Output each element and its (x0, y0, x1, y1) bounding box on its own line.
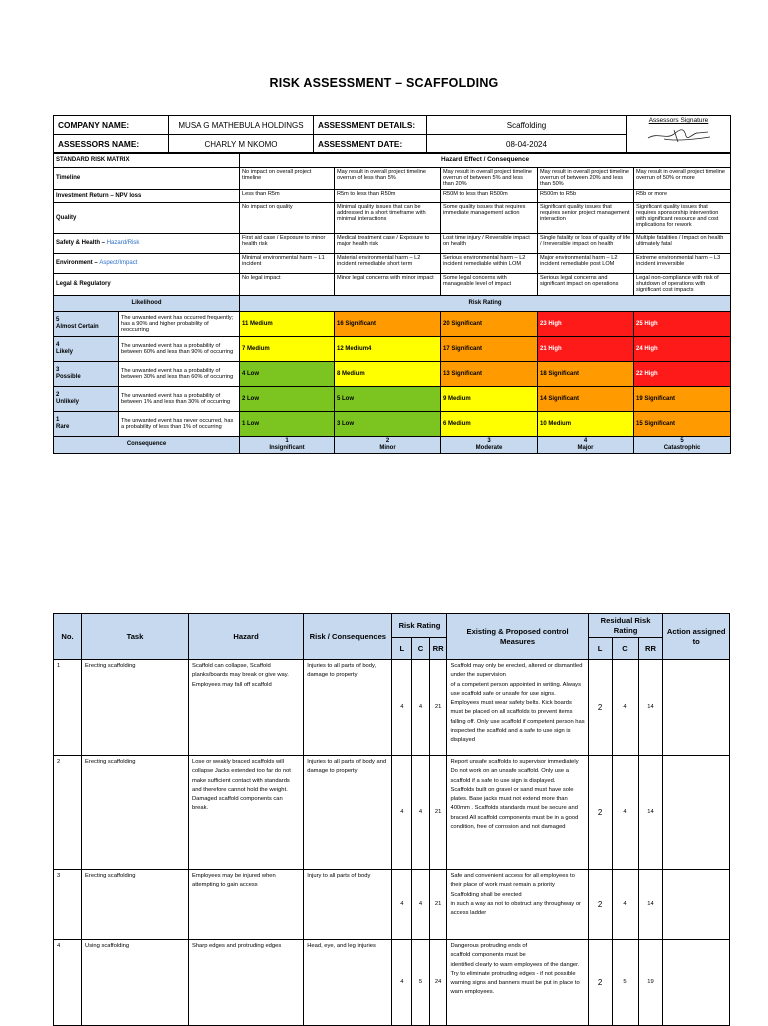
col-rr-header: RR (429, 638, 447, 660)
risk-rating-header: Risk Rating (240, 295, 731, 311)
col-l-header: L (392, 638, 412, 660)
matrix-title-row (54, 153, 731, 168)
hazard-effect-cell: May result in overall project timeline overrun of between 5% and less than 20% (441, 168, 538, 190)
category-name: Legal & Regulatory (56, 281, 111, 287)
control-measures (447, 660, 588, 756)
hazard-effect-cell: Serious legal concerns and significant impact on operations (538, 273, 634, 295)
residual-rr-value: 14 (638, 660, 663, 756)
task-hazard: Employees may be injured when attempting to gain access (188, 870, 303, 940)
consequence-row (54, 436, 731, 453)
hazard-effect-cell: Less than R5m (240, 189, 335, 202)
category-link: Hazard/Risk (106, 240, 140, 246)
control-measure-line: Report unsafe scaffolds to supervisor immediately (450, 759, 579, 765)
hazard-effect-cell: Some quality issues that requires immediate management action (441, 202, 538, 233)
risk-rating-cell: 12 Medium4 (335, 336, 441, 361)
residual-c-value: 4 (612, 870, 638, 940)
consequence-level (634, 436, 731, 453)
col-no-header: No. (54, 614, 82, 660)
task-name: Erecting scaffolding (82, 660, 189, 756)
col-hazard-header: Hazard (188, 614, 303, 660)
hazard-category-label (54, 273, 240, 295)
risk-rating-cell: 1 Low (240, 411, 335, 436)
risk-rating-cell: 5 Low (335, 386, 441, 411)
risk-l-value: 4 (392, 940, 412, 1026)
residual-l-value: 2 (588, 756, 612, 870)
assessment-header-table (53, 115, 731, 154)
consequence-level (441, 436, 538, 453)
control-measure-line: Safe and convenient access for all employees to their place of work must remain a priority (450, 873, 575, 889)
likelihood-name: Rare (56, 423, 70, 430)
category-name: Safety & Health – (56, 240, 107, 246)
control-measures (447, 870, 588, 940)
action-assigned (663, 660, 730, 756)
risk-matrix-table (53, 152, 731, 454)
control-measure-line: Scaffolding shall be erected (450, 891, 522, 898)
details-value: Scaffolding (427, 116, 627, 135)
control-measure-line: Scaffolds built on gravel or sand must have sole plates. Base jacks must not extend more than 400mm . Scaffolds standards must be secure and braced All scaffold components must be in a good condition, free of corrosion and not damaged (450, 786, 579, 831)
residual-l-value: 2 (588, 660, 612, 756)
consequence-name: Catastrophic (663, 444, 701, 451)
task-risk: Head, eye, and leg injuries (304, 940, 392, 1026)
likelihood-description: The unwanted event has a probability of between 60% and less than 90% of occurring (119, 336, 240, 361)
likelihood-name: Possible (56, 373, 81, 380)
task-row (54, 660, 730, 756)
hazard-category-row (54, 168, 731, 190)
residual-rr-value: 14 (638, 870, 663, 940)
risk-rating-cell: 15 Significant (634, 411, 731, 436)
control-measure-line: Try to eliminate protruding edges - if not possible warning signs and banners must be put in place to warn employees. (450, 970, 580, 996)
hazard-category-label (54, 253, 240, 273)
task-row (54, 940, 730, 1026)
residual-c-value: 4 (612, 660, 638, 756)
page-title: RISK ASSESSMENT – SCAFFOLDING (269, 76, 499, 90)
matrix-band-row (54, 295, 731, 311)
hazard-effect-cell: R50M to less than R500m (441, 189, 538, 202)
hazard-effect-cell: Significant quality issues that requires senior project management interaction (538, 202, 634, 233)
action-assigned (663, 940, 730, 1026)
likelihood-description: The unwanted event has never occurred, has a probability of less than 1% of occurring (119, 411, 240, 436)
risk-rating-cell: 22 High (634, 361, 731, 386)
risk-rating-cell: 8 Medium (335, 361, 441, 386)
control-measure-line: Scaffold may only be erected, altered or dismantled under the supervision (450, 663, 583, 679)
consequence-number: 5 (680, 437, 684, 444)
control-measures (447, 756, 588, 870)
task-number: 3 (54, 870, 82, 940)
risk-rr-value: 21 (429, 660, 447, 756)
risk-l-value: 4 (392, 870, 412, 940)
control-measure-line: Do not work on an unsafe scaffold. Only use a scaffold if a safe to use sign is displayed. (450, 768, 569, 784)
hazard-effect-cell: Minimal quality issues that can be addressed in a short timeframe with minimal interactions (335, 202, 441, 233)
hazard-effect-cell: No impact on quality (240, 202, 335, 233)
task-risk: Injury to all parts of body (304, 870, 392, 940)
risk-rating-cell: 14 Significant (538, 386, 634, 411)
hazard-effect-cell: Some legal concerns with manageable level of impact (441, 273, 538, 295)
risk-rating-cell: 17 Significant (441, 336, 538, 361)
hazard-category-label (54, 202, 240, 233)
likelihood-description: The unwanted event has occurred frequently; has a 90% and higher probability of reoccurring (119, 311, 240, 336)
category-name: Timeline (56, 175, 81, 182)
company-label: COMPANY NAME: (54, 116, 169, 135)
risk-rating-cell: 21 High (538, 336, 634, 361)
hazard-effect-cell: First aid case / Exposure to minor health risk (240, 233, 335, 253)
signature-box (627, 116, 731, 154)
consequence-level (538, 436, 634, 453)
risk-l-value: 4 (392, 756, 412, 870)
risk-rating-cell: 4 Low (240, 361, 335, 386)
consequence-number: 2 (385, 437, 390, 444)
col-controls-header: Existing & Proposed control Measures (447, 614, 588, 660)
likelihood-level (54, 411, 119, 436)
likelihood-description: The unwanted event has a probability of between 30% and less than 60% of occurring (119, 361, 240, 386)
hazard-effect-cell: No impact on overall project timeline (240, 168, 335, 190)
category-link: Aspect/Impact (99, 260, 138, 266)
residual-l-value: 2 (588, 940, 612, 1026)
residual-rr-value: 14 (638, 756, 663, 870)
risk-c-value: 4 (412, 756, 430, 870)
hazard-effect-cell: Extreme environmental harm – L3 incident irreversible (634, 253, 731, 273)
hazard-effect-cell: R5m to less than R50m (335, 189, 441, 202)
likelihood-level (54, 361, 119, 386)
assessors-label: ASSESSORS NAME: (54, 135, 169, 154)
task-risk: Injuries to all parts of body and damage to property (304, 756, 392, 870)
risk-l-value: 4 (392, 660, 412, 756)
hazard-effect-cell: Lost time injury / Reversible impact on health (441, 233, 538, 253)
risk-rating-cell: 19 Significant (634, 386, 731, 411)
risk-rating-cell: 23 High (538, 311, 634, 336)
date-label: ASSESSMENT DATE: (314, 135, 427, 154)
control-measure-line: in such a way as not to obstruct any throughway or access ladder (450, 900, 581, 917)
control-measure-line: identified clearly to warn employees of the danger. (450, 961, 580, 968)
risk-rating-cell: 25 High (634, 311, 731, 336)
col-c-header: C (412, 638, 430, 660)
signature-label: Assessors Signature (648, 117, 709, 124)
risk-rating-cell: 10 Medium (538, 411, 634, 436)
consequence-label: Consequence (54, 436, 240, 453)
risk-rating-cell: 24 High (634, 336, 731, 361)
col-risk-header: Risk / Consequences (304, 614, 392, 660)
hazard-category-row (54, 189, 731, 202)
hazard-category-label (54, 189, 240, 202)
category-name: Environment – (56, 260, 100, 266)
consequence-name: Major (577, 444, 594, 451)
likelihood-row (54, 311, 731, 336)
task-hazard: Sharp edges and protruding edges (188, 940, 303, 1026)
residual-c-value: 5 (612, 940, 638, 1026)
likelihood-row (54, 411, 731, 436)
consequence-name: Moderate (475, 444, 503, 451)
likelihood-number: 1 (56, 417, 60, 424)
control-measures (447, 940, 588, 1026)
residual-l-value: 2 (588, 870, 612, 940)
likelihood-name: Unlikely (56, 398, 80, 405)
task-name: Erecting scaffolding (82, 870, 189, 940)
hazard-effect-cell: Legal non-compliance with risk of shutdown of operations with significant cost impacts (634, 273, 731, 295)
task-number: 2 (54, 756, 82, 870)
likelihood-row (54, 386, 731, 411)
likelihood-name: Likely (56, 348, 74, 355)
control-measure-line: of a competent person appointed in writing. Always use scaffold safe or unsafe for use signs. Employees must wear safety belts. Kick boards must be placed on all scaffolds to prevent items falling off. Only use scaffold if competent person has inspected the scaffold and a safe to use sign is displayed (450, 681, 585, 744)
hazard-effect-cell: May result in overall project timeline overrun of 50% or more (634, 168, 731, 190)
task-hazard: Scaffold can collapse, Scaffold planks/boards may break or give way. Employees may fall off scaffold (188, 660, 303, 756)
control-measure-line: Dangerous protruding ends of (450, 943, 528, 949)
col-risk-rating-header: Risk Rating (392, 614, 447, 638)
task-number: 4 (54, 940, 82, 1026)
likelihood-number: 2 (56, 392, 60, 399)
likelihood-level (54, 386, 119, 411)
consequence-level (335, 436, 441, 453)
risk-c-value: 5 (412, 940, 430, 1026)
hazard-effect-cell: Serious environmental harm – L2 incident remediable within LOM (441, 253, 538, 273)
hazard-effect-cell: Significant quality issues that requires sponsorship intervention with significant resource and cost implications for rework (634, 202, 731, 233)
task-risk-table (53, 613, 730, 1026)
category-name: Quality (56, 214, 77, 221)
handwritten-signature (644, 124, 714, 144)
residual-c-value: 4 (612, 756, 638, 870)
risk-rating-cell: 9 Medium (441, 386, 538, 411)
risk-c-value: 4 (412, 660, 430, 756)
risk-rr-value: 21 (429, 756, 447, 870)
hazard-effect-cell: R5b or more (634, 189, 731, 202)
action-assigned (663, 756, 730, 870)
hazard-category-row (54, 273, 731, 295)
risk-rating-cell: 7 Medium (240, 336, 335, 361)
consequence-name: Insignificant (269, 444, 305, 451)
risk-rating-cell: 3 Low (335, 411, 441, 436)
assessors-value: CHARLY M NKOMO (169, 135, 314, 154)
likelihood-number: 4 (56, 342, 60, 349)
hazard-effect-cell: Minor legal concerns with minor impact (335, 273, 441, 295)
risk-rating-cell: 16 Significant (335, 311, 441, 336)
task-name: Erecting scaffolding (82, 756, 189, 870)
company-value: MUSA G MATHEBULA HOLDINGS (169, 116, 314, 135)
risk-rr-value: 21 (429, 870, 447, 940)
likelihood-row (54, 361, 731, 386)
hazard-category-label (54, 233, 240, 253)
hazard-category-label (54, 168, 240, 190)
likelihood-level (54, 336, 119, 361)
hazard-category-row (54, 233, 731, 253)
likelihood-name: Almost Certain (56, 323, 99, 330)
col-action-header: Action assigned to (663, 614, 730, 660)
hazard-effect-cell: R500m to R5b (538, 189, 634, 202)
consequence-number: 3 (487, 437, 491, 444)
col-residual-rr-header: RR (638, 638, 663, 660)
task-row (54, 756, 730, 870)
control-measure-line: scaffold components must be (450, 952, 526, 959)
risk-c-value: 4 (412, 870, 430, 940)
risk-rating-cell: 18 Significant (538, 361, 634, 386)
likelihood-row (54, 336, 731, 361)
risk-rating-cell: 20 Significant (441, 311, 538, 336)
risk-rating-cell: 2 Low (240, 386, 335, 411)
likelihood-description: The unwanted event has a probability of between 1% and less than 30% of occurring (119, 386, 240, 411)
consequence-level (240, 436, 335, 453)
hazard-effect-cell: Major environmental harm – L2 incident remediable post LOM (538, 253, 634, 273)
col-task-header: Task (82, 614, 189, 660)
hazard-category-row (54, 253, 731, 273)
likelihood-number: 3 (56, 367, 60, 374)
hazard-effect-cell: May result in overall project timeline overrun of less than 5% (335, 168, 441, 190)
hazard-effect-cell: Single fatality or loss of quality of life / Irreversible impact on health (538, 233, 634, 253)
likelihood-header: Likelihood (54, 295, 240, 311)
col-residual-l-header: L (588, 638, 612, 660)
hazard-effect-cell: Medical treatment case / Exposure to major health risk (335, 233, 441, 253)
task-name: Using scaffolding (82, 940, 189, 1026)
action-assigned (663, 870, 730, 940)
likelihood-number: 5 (56, 317, 60, 324)
consequence-number: 1 (285, 437, 289, 444)
risk-rr-value: 24 (429, 940, 447, 1026)
task-hazard: Lose or weakly braced scaffolds will collapse Jacks extended too far do not make sufficient contact with standards and therefore cannot hold the weight. Damaged scaffold components can break. (188, 756, 303, 870)
risk-rating-cell: 13 Significant (441, 361, 538, 386)
details-label: ASSESSMENT DETAILS: (314, 116, 427, 135)
date-value: 08-04-2024 (427, 135, 627, 154)
residual-rr-value: 19 (638, 940, 663, 1026)
hazard-effect-header: Hazard Effect / Consequence (240, 153, 731, 168)
matrix-title: STANDARD RISK MATRIX (54, 153, 240, 168)
hazard-effect-cell: May result in overall project timeline overrun of between 20% and less than 50% (538, 168, 634, 190)
likelihood-level (54, 311, 119, 336)
col-residual-header: Residual Risk Rating (588, 614, 663, 638)
consequence-number: 4 (583, 437, 588, 444)
hazard-effect-cell: Minimal environmental harm – L1 incident (240, 253, 335, 273)
hazard-effect-cell: Material environmental harm – L2 incident remediable short term (335, 253, 441, 273)
task-risk: Injuries to all parts of body, damage to property (304, 660, 392, 756)
hazard-effect-cell: Multiple fatalities / Impact on health ultimately fatal (634, 233, 731, 253)
task-row (54, 870, 730, 940)
hazard-effect-cell: No legal impact (240, 273, 335, 295)
col-residual-c-header: C (612, 638, 638, 660)
hazard-category-row (54, 202, 731, 233)
task-number: 1 (54, 660, 82, 756)
risk-rating-cell: 11 Medium (240, 311, 335, 336)
risk-rating-cell: 6 Medium (441, 411, 538, 436)
category-name: Investment Return – NPV loss (56, 192, 142, 199)
consequence-name: Minor (379, 444, 396, 451)
